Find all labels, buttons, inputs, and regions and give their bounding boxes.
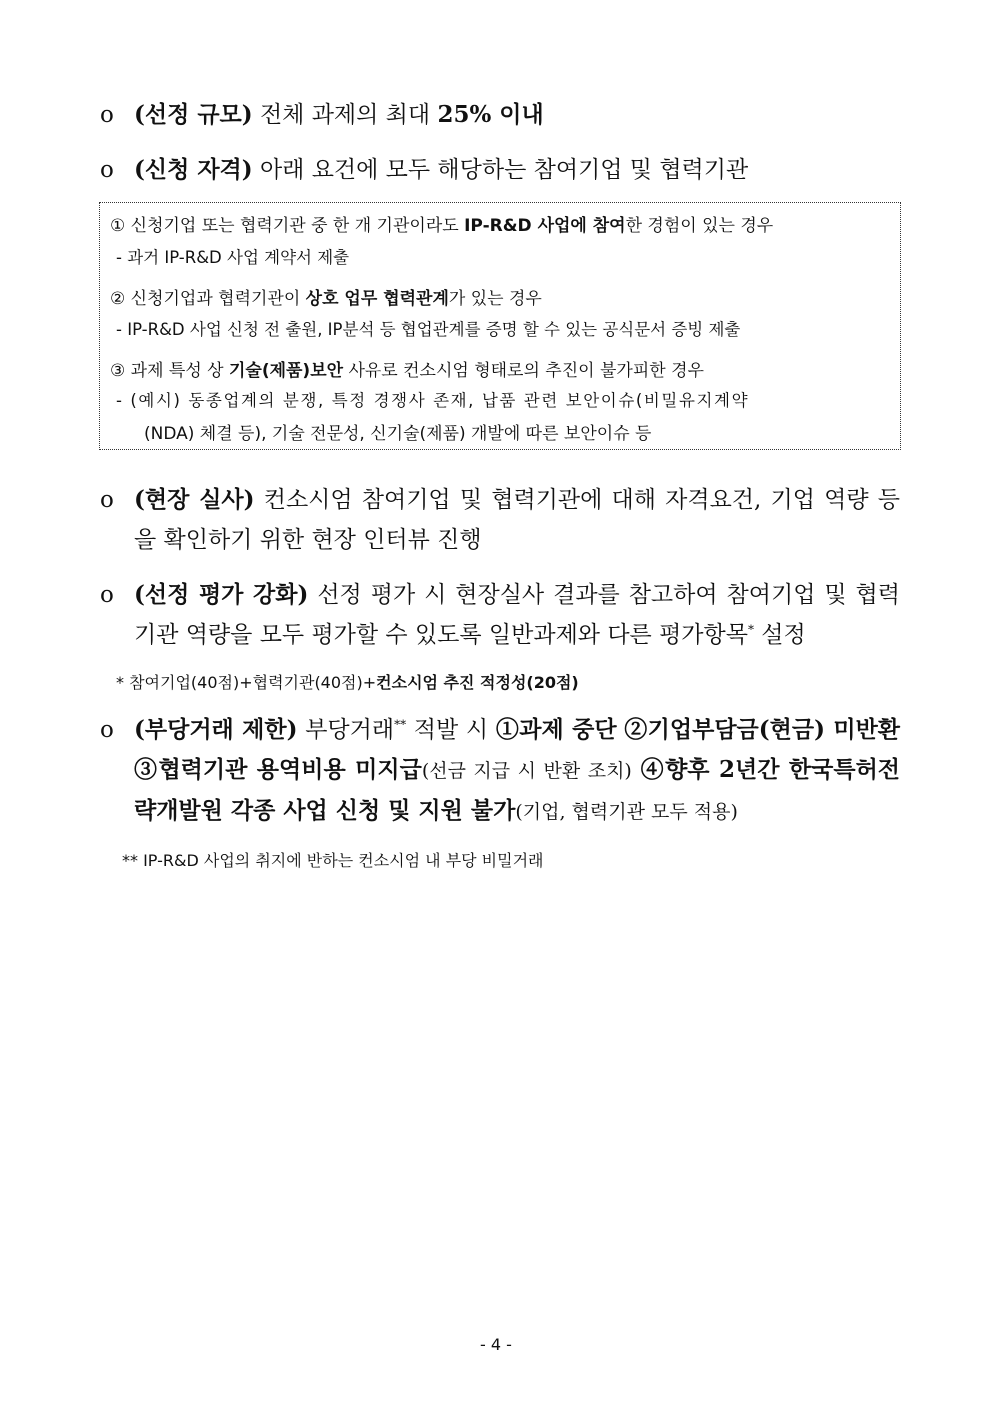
bullet-marker: o (100, 102, 114, 128)
box-text: 가 있는 경우 (448, 289, 542, 309)
requirements-box (99, 202, 901, 450)
item-site-inspection (100, 480, 900, 560)
footnote-scoring (116, 670, 579, 693)
item-text-tail: 설정 (753, 622, 806, 648)
penalty-3-note: (선금 지급 시 반환 조치) (421, 760, 632, 782)
box-text: 한 경험이 있는 경우 (625, 216, 774, 236)
item-text: 부당거래 (297, 717, 395, 743)
box-text: ② 신청기업과 협력기관이 (110, 289, 306, 309)
box-line-3 (110, 284, 542, 309)
item-text: 컨소시엄 참여기업 및 협력기관에 대해 자격요건, 기업 역량 등을 확인하기 위한 현장 인터뷰 진행 (134, 487, 900, 553)
box-line-5 (110, 356, 704, 381)
bullet-marker: o (100, 157, 114, 183)
bullet-marker: o (100, 717, 114, 743)
box-line-6: - (예시) 동종업계의 분쟁, 특정 경쟁사 존재, 납품 관련 보안이슈(비밀유지계약 (116, 391, 750, 410)
penalty-2: ②기업부담금(현금) 미반환 (624, 716, 901, 743)
item-label: (신청 자격) (134, 156, 253, 183)
box-text: ③ 과제 특성 상 (110, 361, 229, 381)
footnote-unfair-trade: ** IP-R&D 사업의 취지에 반하는 컨소시엄 내 부당 비밀거래 (122, 851, 544, 870)
box-line-1 (110, 211, 773, 236)
bullet-marker: o (100, 582, 114, 608)
item-text: 선정 평가 시 현장실사 결과를 참고하여 참여기업 및 협력기관 역량을 모두 평가할 수 있도록 일반과제와 다른 평가항목 (134, 582, 900, 648)
item-evaluation (100, 575, 900, 655)
penalty-4: ④향후 2년간 한국특허전략개발원 각종 사업 신청 및 지원 불가 (134, 756, 900, 824)
item-label: (부당거래 제한) (134, 716, 298, 743)
item-value: 25% 이내 (437, 101, 544, 128)
item-label: (선정 규모) (134, 101, 253, 128)
item-text: 전체 과제의 최대 (252, 102, 438, 128)
box-emphasis: 기술(제품)보안 (228, 361, 344, 381)
item-text: 적발 시 (406, 717, 496, 743)
box-line-4: - IP-R&D 사업 신청 전 출원, IP분석 등 협업관계를 증명 할 수 있는 공식문서 증빙 제출 (116, 320, 741, 339)
box-line-7: (NDA) 체결 등), 기술 전문성, 신기술(제품) 개발에 따른 보안이슈 등 (144, 424, 652, 444)
bullet-marker: o (100, 487, 114, 513)
penalty-4-note: (기업, 협력기관 모두 적용) (515, 801, 738, 823)
note-text: * 참여기업(40점)+협력기관(40점)+ (116, 673, 377, 692)
penalty-3: ③협력기관 용역비용 미지급 (134, 756, 422, 783)
box-emphasis: 상호 업무 협력관계 (305, 289, 449, 309)
footnote-mark: ** (394, 717, 407, 732)
item-label: (선정 평가 강화) (134, 581, 309, 608)
note-emphasis: 컨소시엄 추진 적정성(20점) (376, 673, 579, 692)
penalty-1: ①과제 중단 (495, 716, 617, 743)
page-number: - 4 - (480, 1335, 512, 1354)
box-line-2: - 과거 IP-R&D 사업 계약서 제출 (116, 248, 350, 267)
item-text: 아래 요건에 모두 해당하는 참여기업 및 협력기관 (252, 157, 749, 183)
box-text: ① 신청기업 또는 협력기관 중 한 개 기관이라도 (110, 216, 465, 236)
footnote-mark: * (747, 622, 754, 637)
item-unfair-trade (100, 710, 900, 832)
item-label: (현장 실사) (134, 486, 255, 513)
item-eligibility (100, 150, 900, 190)
box-text: 사유로 컨소시엄 형태로의 추진이 불가피한 경우 (343, 361, 704, 381)
box-emphasis: IP-R&D 사업에 참여 (464, 216, 626, 236)
item-selection-scale (100, 95, 900, 135)
